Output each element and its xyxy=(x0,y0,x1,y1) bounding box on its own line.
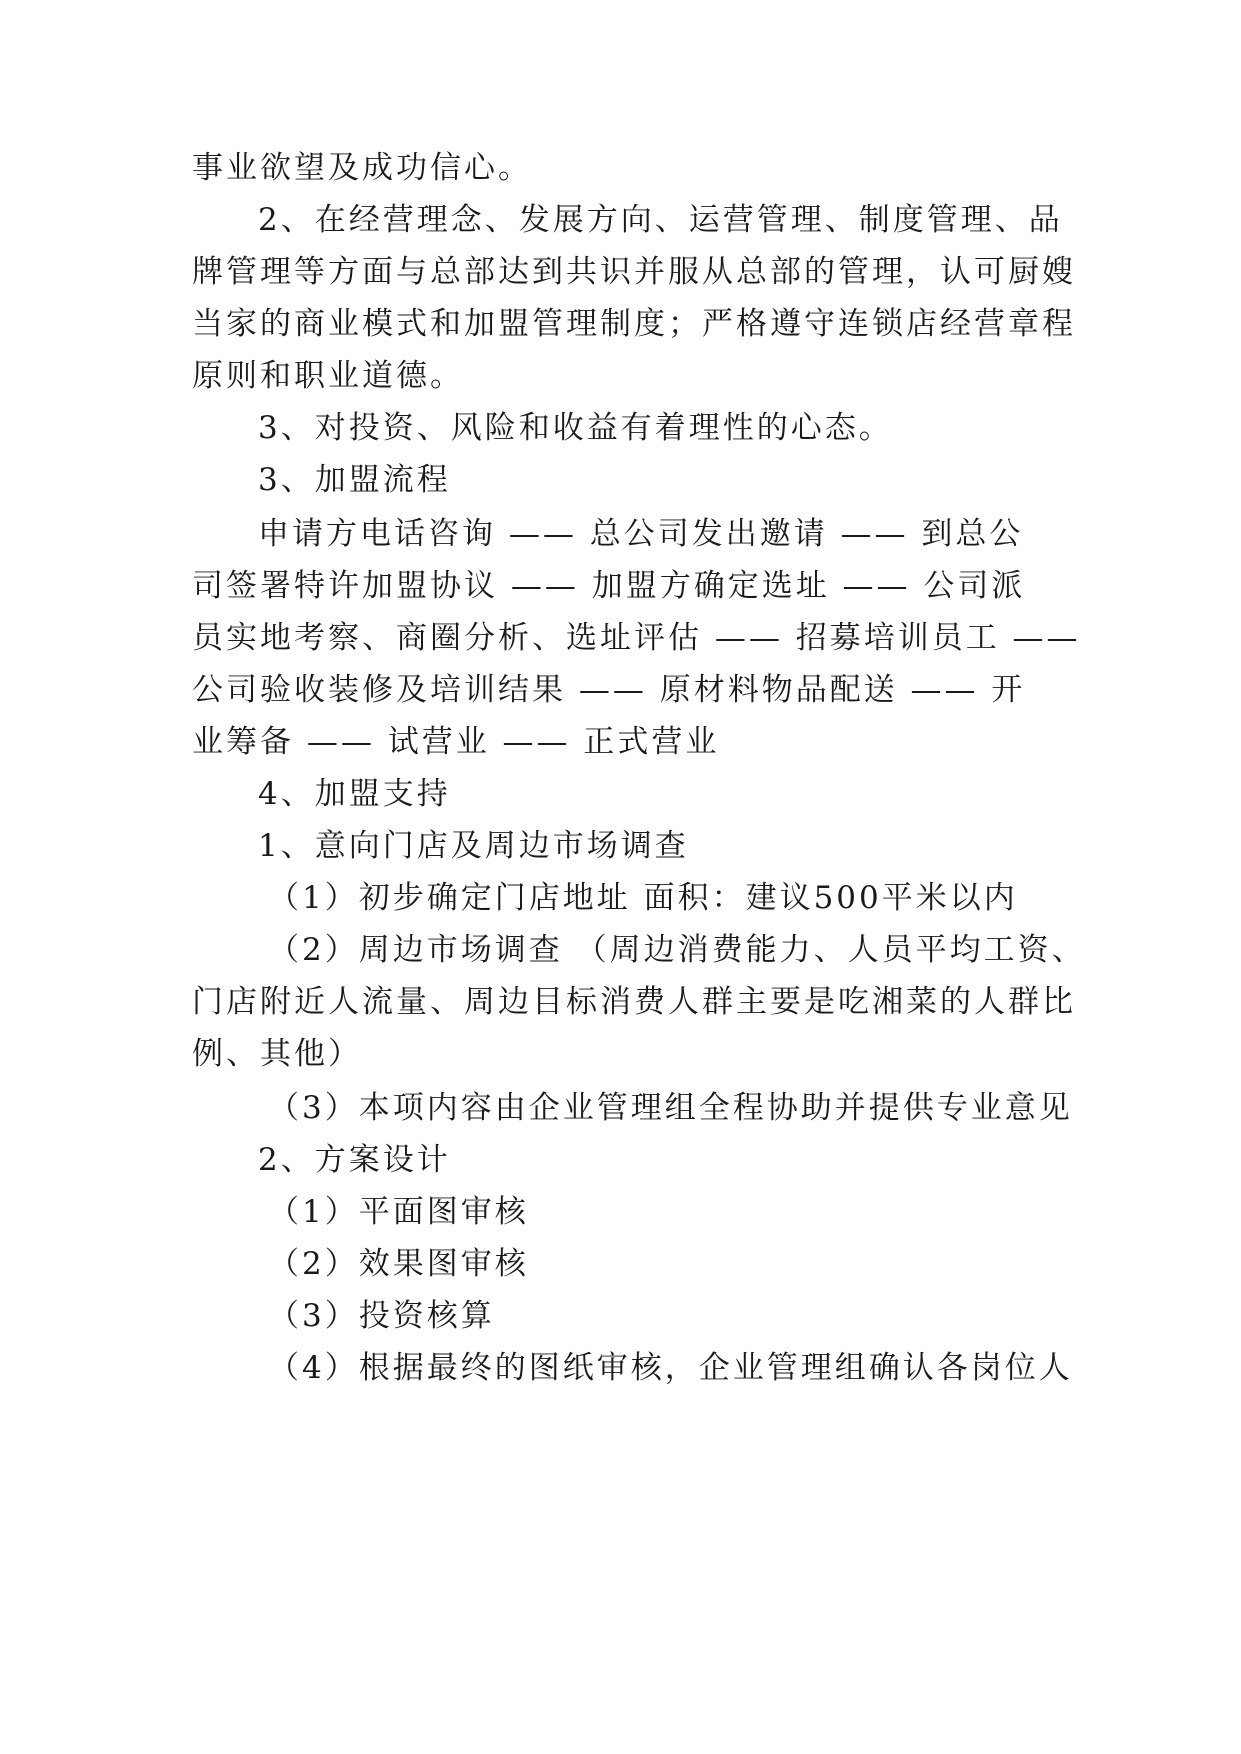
text-line: （3）本项内容由企业管理组全程协助并提供专业意见 xyxy=(268,1090,1073,1126)
text-line: 1、意向门店及周边市场调查 xyxy=(258,828,689,864)
text-line: 原则和职业道德。 xyxy=(192,358,464,394)
text-line: （4）根据最终的图纸审核，企业管理组确认各岗位人 xyxy=(268,1350,1073,1386)
text-line: （2）效果图审核 xyxy=(268,1246,529,1282)
text-line: （2）周边市场调查 （周边消费能力、人员平均工资、 xyxy=(268,932,1086,968)
text-line: （3）投资核算 xyxy=(268,1298,495,1334)
text-line: 2、在经营理念、发展方向、运营管理、制度管理、品 xyxy=(258,202,1063,238)
text-line: 2、方案设计 xyxy=(258,1142,451,1178)
text-line: （1）平面图审核 xyxy=(268,1194,529,1230)
text-line: 牌管理等方面与总部达到共识并服从总部的管理，认可厨嫂 xyxy=(192,254,1076,290)
text-line: 申请方电话咨询 —— 总公司发出邀请 —— 到总公 xyxy=(258,516,1024,552)
text-line: 公司验收装修及培训结果 —— 原材料物品配送 —— 开 xyxy=(192,672,1026,708)
text-line: 业筹备 —— 试营业 —— 正式营业 xyxy=(192,724,720,760)
text-line: 门店附近人流量、周边目标消费人群主要是吃湘菜的人群比 xyxy=(192,984,1076,1020)
text-line: 司签署特许加盟协议 —— 加盟方确定选址 —— 公司派 xyxy=(192,568,1026,604)
text-line: 3、对投资、风险和收益有着理性的心态。 xyxy=(258,410,893,446)
text-line: 当家的商业模式和加盟管理制度；严格遵守连锁店经营章程 xyxy=(192,306,1076,342)
text-line: （1）初步确定门店地址 面积：建议500平米以内 xyxy=(268,880,1018,916)
text-line: 员实地考察、商圈分析、选址评估 —— 招募培训员工 —— xyxy=(192,620,1081,656)
section-heading: 3、加盟流程 xyxy=(258,462,451,498)
text-line: 事业欲望及成功信心。 xyxy=(192,150,532,186)
text-line: 例、其他） xyxy=(192,1036,362,1072)
section-heading: 4、加盟支持 xyxy=(258,776,451,812)
